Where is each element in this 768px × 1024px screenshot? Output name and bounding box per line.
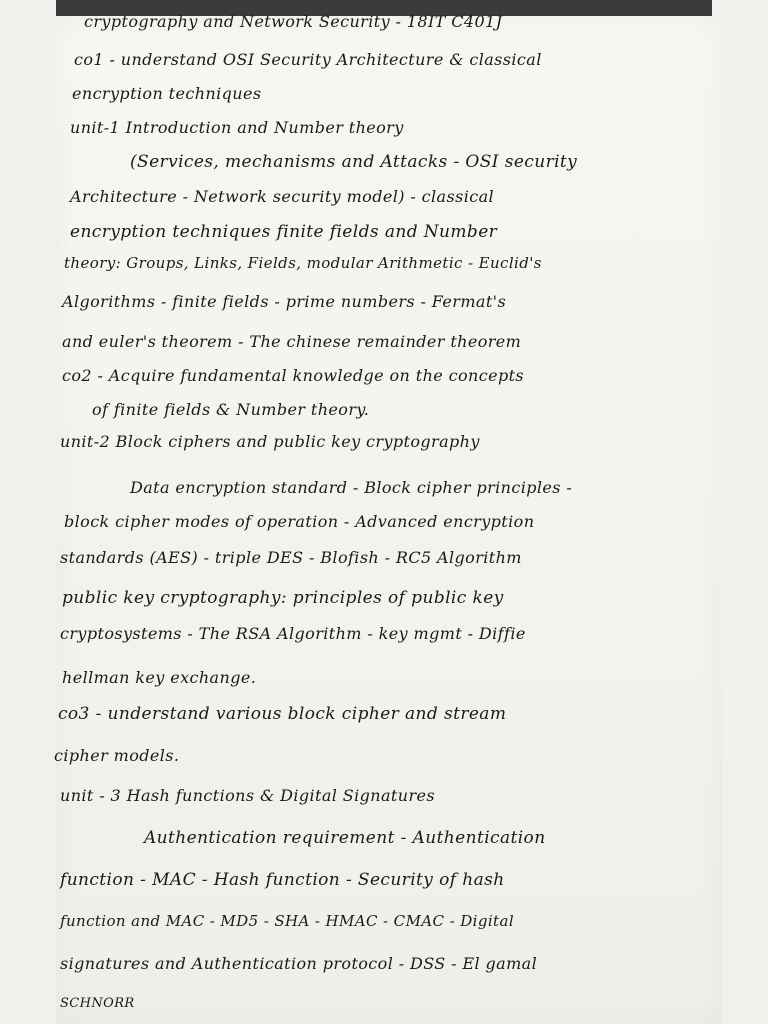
unit-2-line-4: public key cryptography: principles of public key <box>62 588 504 608</box>
unit-2-line-3: standards (AES) - triple DES - Blofish - RC5 Algorithm <box>60 548 522 567</box>
unit-1-line-2: Architecture - Network security model) - classical <box>70 187 495 206</box>
unit-2-line-1: Data encryption standard - Block cipher principles - <box>130 478 573 497</box>
unit-1-line-5: Algorithms - finite fields - prime numbers - Fermat's <box>62 292 507 311</box>
unit-1-heading: unit-1 Introduction and Number theory <box>70 118 404 137</box>
course-outcome-2: co2 - Acquire fundamental knowledge on the concepts <box>62 366 525 385</box>
unit-2-heading: unit-2 Block ciphers and public key cryptography <box>60 432 480 451</box>
unit-1-line-1: (Services, mechanisms and Attacks - OSI security <box>130 152 578 172</box>
unit-1-line-3: encryption techniques finite fields and Number <box>70 222 498 242</box>
course-outcome-3: co3 - understand various block cipher and stream <box>58 704 507 724</box>
course-outcome-2-cont: of finite fields & Number theory. <box>92 400 370 419</box>
unit-1-line-4: theory: Groups, Links, Fields, modular Arithmetic - Euclid's <box>64 254 542 272</box>
course-outcome-1-cont: encryption techniques <box>72 84 262 103</box>
unit-1-line-6: and euler's theorem - The chinese remainder theorem <box>62 332 522 351</box>
unit-2-line-6: hellman key exchange. <box>62 668 257 687</box>
unit-3-line-1: Authentication requirement - Authentication <box>144 828 546 848</box>
unit-3-heading: unit - 3 Hash functions & Digital Signatures <box>60 786 435 805</box>
unit-3-line-2: function - MAC - Hash function - Security of hash <box>60 870 505 890</box>
unit-3-line-4: signatures and Authentication protocol - DSS - El gamal <box>60 954 538 973</box>
unit-2-line-5: cryptosystems - The RSA Algorithm - key mgmt - Diffie <box>60 624 526 643</box>
unit-2-line-2: block cipher modes of operation - Advanced encryption <box>64 512 535 531</box>
syllabus-title: cryptography and Network Security - 18IT C401J <box>84 12 503 31</box>
course-outcome-1: co1 - understand OSI Security Architecture & classical <box>74 50 542 69</box>
unit-3-line-3: function and MAC - MD5 - SHA - HMAC - CMAC - Digital <box>60 912 515 930</box>
course-outcome-3-cont: cipher models. <box>54 746 180 765</box>
unit-3-line-5: SCHNORR <box>60 996 135 1011</box>
